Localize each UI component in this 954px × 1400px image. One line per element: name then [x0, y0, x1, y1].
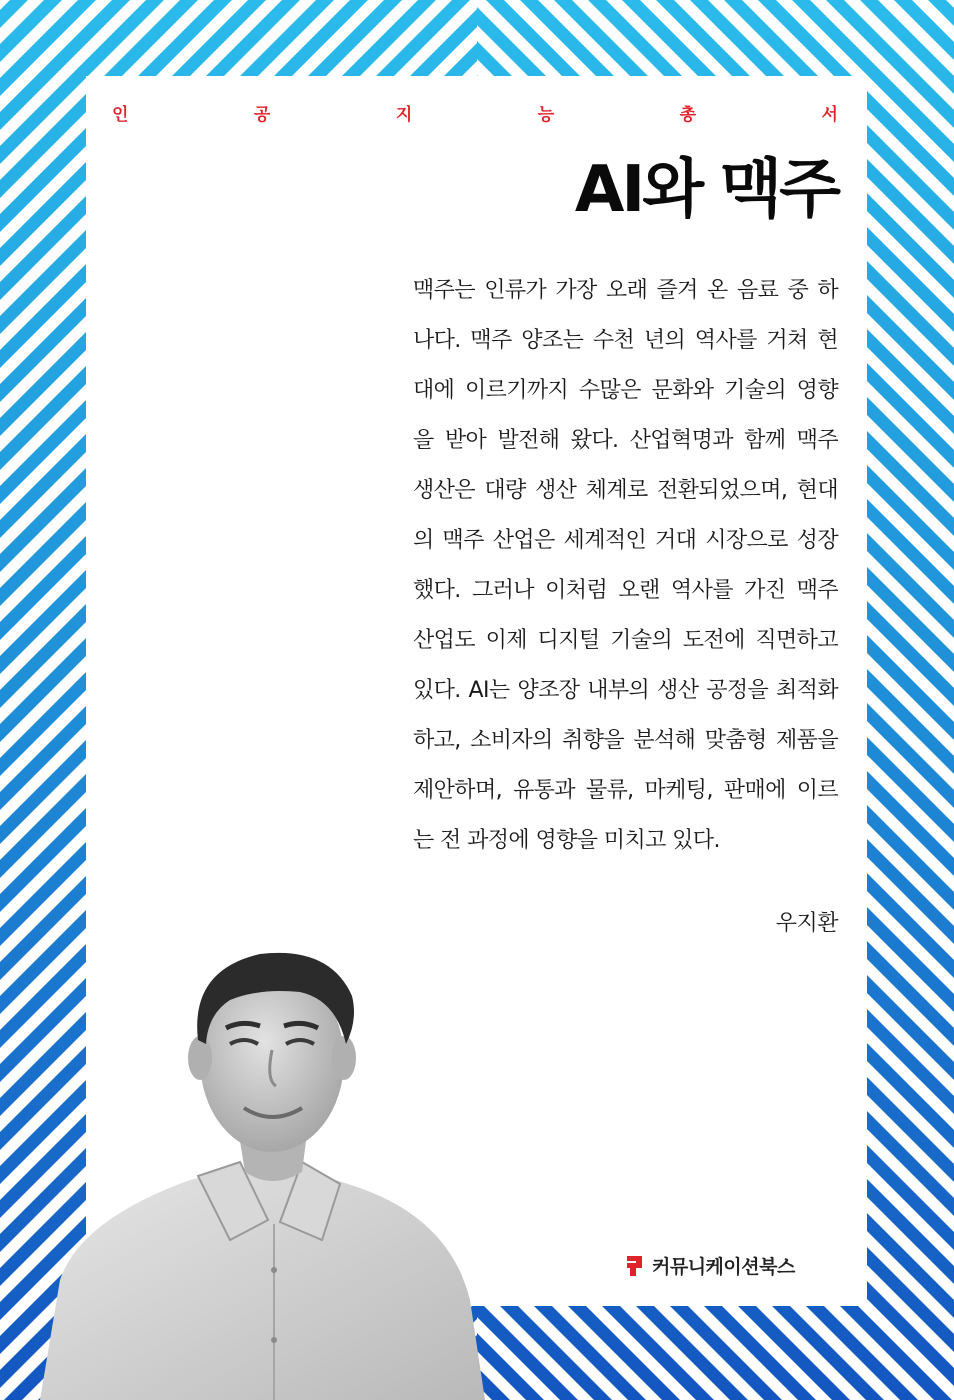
publisher-logo-icon	[624, 1254, 646, 1278]
author-portrait	[40, 940, 490, 1400]
description-line: 는 전 과정에 영향을 미치고 있다.	[413, 828, 720, 853]
series-char: 총	[679, 105, 697, 125]
publisher-name: 커뮤니케이션북스	[652, 1256, 795, 1278]
series-char: 공	[253, 105, 271, 125]
description-line: 했다. 그러나 이처럼 오랜 역사를 가진 맥주	[413, 578, 838, 603]
description-line: 의 맥주 산업은 세계적인 거대 시장으로 성장	[413, 528, 838, 553]
description-line: 을 받아 발전해 왔다. 산업혁명과 함께 맥주	[413, 428, 838, 453]
series-char: 지	[395, 105, 413, 125]
book-description	[413, 266, 838, 866]
description-line: 있다. AI는 양조장 내부의 생산 공정을 최적화	[413, 678, 838, 703]
description-line: 생산은 대량 생산 체계로 전환되었으며, 현대	[413, 478, 838, 503]
description-line: 대에 이르기까지 수많은 문화와 기술의 영향	[413, 378, 838, 403]
description-line: 하고, 소비자의 취향을 분석해 맞춤형 제품을	[413, 728, 838, 753]
description-line: 산업도 이제 디지털 기술의 도전에 직면하고	[413, 628, 838, 653]
series-char: 인	[112, 105, 129, 125]
series-char: 능	[537, 105, 555, 125]
description-line: 나다. 맥주 양조는 수천 년의 역사를 거쳐 현	[413, 328, 838, 353]
description-line: 제안하며, 유통과 물류, 마케팅, 판매에 이르	[413, 778, 838, 803]
author-name: 우지환	[775, 911, 838, 936]
series-name	[112, 100, 838, 125]
book-title: AI와 맥주	[574, 153, 838, 227]
series-char: 서	[821, 105, 838, 125]
description-line: 맥주는 인류가 가장 오래 즐겨 온 음료 중 하	[413, 278, 838, 303]
publisher	[624, 1252, 795, 1279]
